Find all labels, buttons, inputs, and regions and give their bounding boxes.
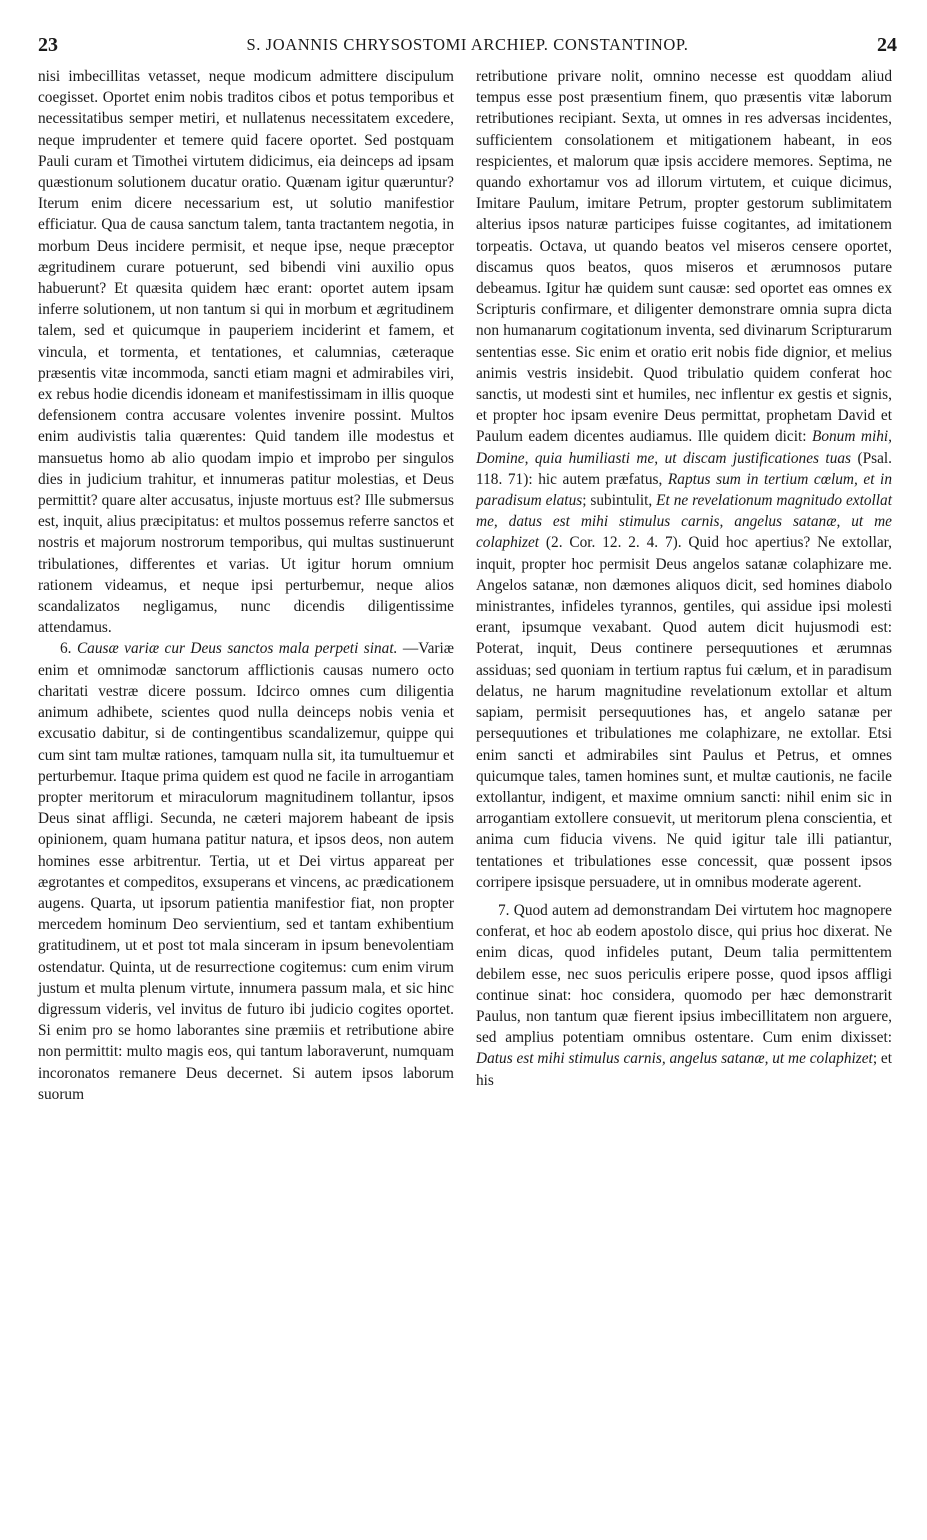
left-paragraph-2 — [38, 638, 454, 1104]
section-heading-6: Causæ variæ cur Deus sanctos mala perpeti sinat. — [76, 640, 398, 658]
left-column — [38, 66, 454, 1105]
left-paragraph-1: nisi imbecillitas vetasset, neque modicum admittere discipulum coegisset. Oportet enim nobis traditos cibos et potus temporibus et necessitatibus semper metiri, et nullatenus necessitatem excedere, neque imprudenter et temere quid facere oportet. Sed postquam Pauli curam et Timothei virtutem didicimus, eia deinceps ad ipsam quæstionum solutionem ducatur oratio. Quænam igitur quæruntur? Iterum enim dicere necessarium est, ut solutio manifestior efficiatur. Qua de causa sanctum talem, tanta tractantem negotia, in morbum Deus incidere permisit, et neque ipse, neque præceptor ægritudinem curare potuerunt, sed bibendi vini auxilio opus habuerunt? Et quæsita quidem hæc erant: oportet autem ipsam inferre solutionem, ut non tantum si qui in morbum et ægritudinem talem, sed et quicumque in pauperiem inciderint et famem, et vincula, et tormenta, et tentationes, et calumnias, cæteraque præsentis vitæ incommoda, sancti etiam magni et admirabiles viri, ex rebus hodie dicendis idoneam et manifestissimam in illis quoque defensionem contra accusare volentes invenire possint. Multos enim audivistis talia quærentes: Quid tandem ille modestus et mansuetus homo ab alio quodam impio et improbo per singulos dies in judicium trahitur, et innumeras patitur molestias, et Deus permittit? quare alter accusatus, injuste mortuus est? Ille submersus est, inquit, alius præcipitatus: et multos possemus referre sanctos et nostris et majorum nostrorum temporibus, qui multas sustinuerunt tribulationes, differentes et varias. Ut igitur horum omnium rationem videamus, et neque ipsi perturbemur, neque alios scandalizatos negligamus, nunc dicendis diligentissime attendamus. — [38, 68, 454, 637]
quote-raptus: Raptus sum in tertium cœlum, et in paradisum elatus — [476, 470, 892, 510]
running-header — [38, 34, 897, 60]
right-column — [476, 66, 892, 1091]
page-number-left: 23 — [38, 34, 58, 56]
left-paragraph-2-body: —Variæ enim et omnimodæ sanctorum afflictionis causas numero octo charitati vestræ dicere possum. Idcirco omnes cum diligentia animum adhibete, scientes quod nulla deinceps nobis venia et excusatio dabitur, si de contingentibus scandalizemur, quippe qui cum sint tam multæ rationes, tamquam nulla sit, ita tumultuemur et perturbemur. Itaque prima quidem est quod ne facile in arrogantiam propter meritorum et miraculorum magnitudinem tollantur, ipsos Deus sinat affligi. Secunda, ne cæteri majorem habeant de ipsis opinionem, quam humana patitur natura, et ipsos deos, non autem homines esse arbitrentur. Tertia, ut et Dei virtus appareat per ægrotantes et compeditos, exsuperans et vincens, ac prædicationem augens. Quarta, ut ipsorum patientia manifestior fiat, non propter mercedem hominum Deo servientium, sed et tantam exhibentium gratitudinem, ut et post tot mala sinceram in ipsum benevolentiam ostendatur. Quinta, ut de resurrectione cogitemus: cum enim virum justum et multa plenum virtute, innumera passum mala, et sic hinc digressum videris, vel invitus de futuro ibi judicio cogites oportet. Si enim pro se homo laborantes sine præmiis et retributione abire non permittit: multo magis eos, qui tantum laboraverunt, numquam incoronatos remanere Deus decernet. Si autem ipsos laborum suorum — [38, 640, 454, 1103]
right-paragraph-1-text: retributione privare nolit, omnino necesse est quoddam aliud tempus esse post præsentium finem, quo præsentis vitæ laborum retributiones recipiant. Sexta, ut omnes in res adversas incidentes, sufficientem consolationem et mitigationem habeant, in eos respicientes, et malorum quæ ipsis accidere memores. Septima, ne quando exhortamur vos ad illorum virtutem, et cuique dicimus, Imitare Paulum, imitare Petrum, propter gestorum sublimitatem alterius ipsos naturæ participes fuisse cogitantes, ad imitationem torpeatis. Octava, ut quando beatos vel miseros censere oportet, discamus quos beatos, quos miseros et ærumnosos putare debeamus. Igitur hæ quidem sunt causæ: sed oportet eas omnes ex Scripturis confirmare, et diligenter demonstrare omnia supra dicta non humanarum cogitationum inventa, sed divinarum Scripturarum sententias esse. Sic enim et oratio erit nobis fide dignior, et melius animis vestris insidebit. Quod tribulatio quidem conferat hoc sanctis, ut modesti sint et humiles, nec inflentur ex gestis et signis, et propter hoc ipsam evenire Deus permittat, prophetam David et Paulum eadem dicentes audiamus. Ille quidem dicit: — [476, 68, 892, 446]
right-paragraph-1 — [476, 66, 892, 893]
quote-psalm: Bonum mihi, Domine, quia humiliasti me, ut discam justificationes tuas — [476, 428, 892, 467]
right-paragraph-1-rest: (2. Cor. 12. 2. 4. 7). Quid hoc apertius? Ne extollar, inquit, propter hoc permisit Deus angelos satanæ colaphizare me. Angelos satanæ, non dæmones aliquos dicit, sed homines diabolo ministrantes, infideles tyrannos, gentiles, qui assidue ipsi molesti erant, ipsumque vexabant. Quod autem dicit hujusmodi est: Poterat, inquit, Deus continere persequutiones et ærumnas assiduas; sed quoniam in tertium raptus fui cælum, et in paradisum delatus, ne harum magnitudine revelationum extollar et altum sapiam, permisit persequutiones has, et angelo satanæ per persequutiones et tribulationes me colaphizare, ne extollar. Etsi enim sancti et admirabiles sint Paulus et Petrus, et omnes quicumque tales, tamen homines sunt, et multæ cautionis, ne facile extollantur, indigent, et maxime omnium sancti: nihil enim sic in arrogantiam extollere consuevit, ut meritorum plena conscientia, et anima cum fiducia vivens. Ne quid igitur tale illi patiantur, tentationes et tribulationes esse concessit, quæ possent ipsos corripere ipsisque persuadere, ut in omnibus moderate agerent. — [476, 534, 892, 891]
citation-psalm: (Psal. 118. 71): hic autem præfatus, — [476, 449, 892, 488]
page-number-right: 24 — [877, 34, 897, 56]
text-et-his: ; et his — [476, 1050, 892, 1089]
quote-datus-est: Datus est mihi stimulus carnis, angelus satanæ, ut me colaphizet — [476, 1050, 873, 1068]
quote-revelationum: Et ne revelationum magnitudo extollat me, datus est mihi stimulus carnis, angelus satanæ, ut me colaphizet — [476, 492, 892, 552]
right-paragraph-2 — [476, 900, 892, 1091]
section-number-6: 6. — [60, 640, 72, 658]
right-paragraph-2-text: 7. Quod autem ad demonstrandam Dei virtutem hoc magnopere conferat, et hoc ab eodem apostolo disce, qui prius hoc dixerat. Ne enim dicas, quod infideles putant, Deum talia permittentem debilem esse, nec suos periculis eripere posse, quod ipsos affligi continue sinat: hoc considera, quomodo per hæc demonstrarit Paulus, non tantum quæ fierent ipsius imbecillitatem non arguere, sed amplius potentiam omnibus ostentare. Cum enim dixisset: — [476, 901, 892, 1047]
running-title: S. JOANNIS CHRYSOSTOMI ARCHIEP. CONSTANTINOP. — [246, 35, 689, 54]
text-subintulit: ; subintulit, — [582, 492, 653, 510]
